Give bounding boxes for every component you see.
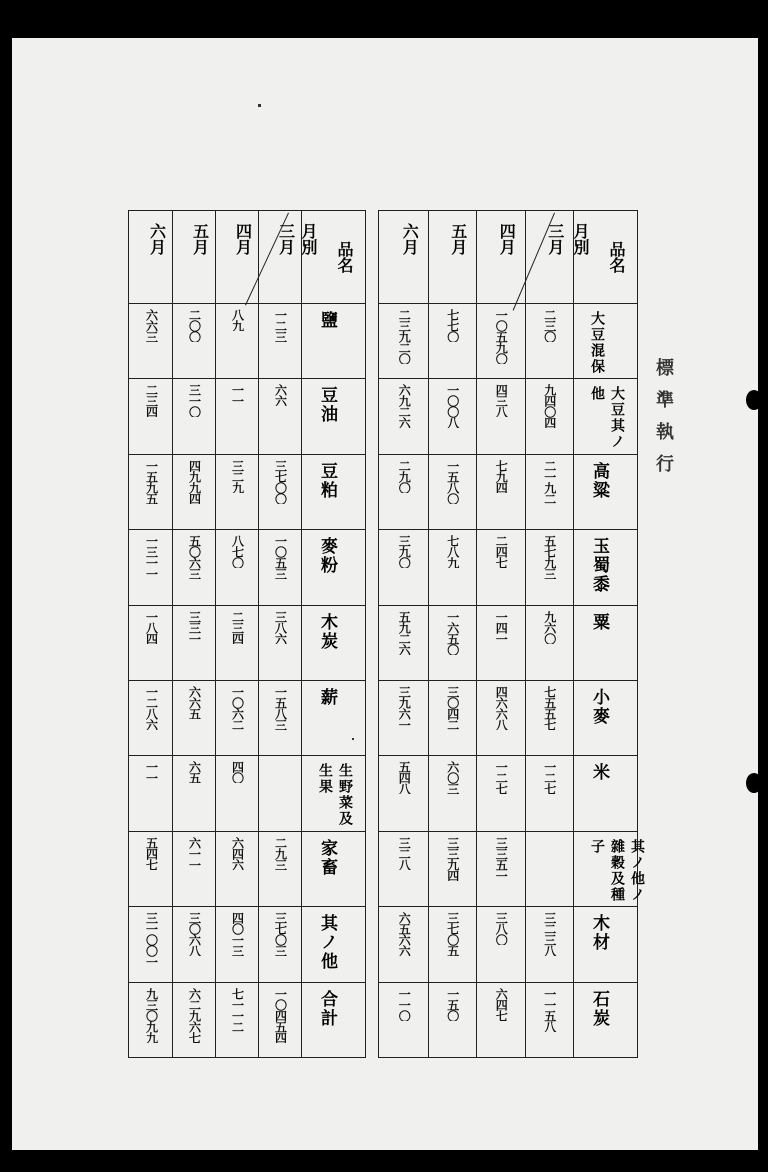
- month-header: 四月: [497, 223, 517, 255]
- table-cell: 九六〇: [542, 610, 557, 644]
- table-cell: 一一: [230, 384, 245, 407]
- table-cell: 三九〇: [397, 535, 412, 569]
- right-table: [378, 210, 645, 1058]
- table-cell: 三八〇: [494, 912, 509, 946]
- table-cell: 七一一二: [230, 987, 245, 1032]
- table-cell: 一二七: [542, 761, 557, 795]
- item-name: 木炭: [317, 612, 337, 651]
- table-cell: 一五八〇: [445, 459, 460, 504]
- table-cell: 三三五一: [494, 836, 509, 881]
- table-cell: 三七〇三: [273, 912, 288, 957]
- row-divider: [129, 529, 365, 530]
- item-name: 小麥: [589, 688, 609, 726]
- month-header: 五月: [190, 223, 210, 255]
- table-cell: 六四六: [230, 836, 245, 870]
- table-cell: 三一〇: [187, 384, 202, 418]
- table-cell: 一二三: [273, 309, 288, 342]
- table-cell: 三三九四: [445, 836, 460, 881]
- column-divider: [301, 211, 302, 1057]
- table-cell: 一一〇: [397, 987, 412, 1021]
- item-name: 家畜: [317, 838, 337, 877]
- item-name: 豆粕: [317, 461, 337, 500]
- table-cell: 三九六一: [397, 686, 412, 730]
- table-cell: 五四八: [397, 761, 412, 795]
- table-cell: 六一一: [187, 836, 202, 870]
- item-name: 麥粉: [317, 537, 337, 576]
- month-header: 六月: [147, 223, 167, 255]
- paper-speck: [258, 104, 261, 107]
- item-name: 高粱: [589, 461, 609, 500]
- item-name: 其ノ他ノ雜穀及種子: [589, 838, 645, 903]
- table-cell: 一二八六: [144, 686, 159, 730]
- table-cell: 一二七: [494, 761, 509, 795]
- table-cell: 六六三: [144, 309, 159, 342]
- item-name: 粟: [589, 612, 609, 632]
- table-cell: 六六: [273, 384, 288, 407]
- column-divider: [573, 211, 574, 1057]
- row-divider: [379, 831, 637, 832]
- corner-item-label: 品名: [607, 241, 626, 273]
- table-cell: 一五九五: [144, 459, 159, 504]
- table-cell: 六二九六七: [187, 987, 202, 1043]
- item-name: 米: [589, 763, 609, 783]
- table-cell: 七七〇: [445, 309, 460, 342]
- table-cell: 二四七: [494, 535, 509, 569]
- side-title: 標準執行: [653, 358, 674, 486]
- table-cell: 六五: [187, 761, 202, 784]
- corner-month-label: 月別: [571, 223, 590, 255]
- header-divider: [129, 303, 365, 304]
- column-divider: [215, 211, 216, 1057]
- corner-item-label: 品名: [335, 241, 354, 273]
- item-name: 鹽: [317, 311, 337, 330]
- table-cell: 四九九四: [187, 459, 202, 504]
- left-table: [128, 210, 366, 1058]
- table-cell: 五七九三: [542, 535, 557, 580]
- column-divider: [428, 211, 429, 1057]
- corner-month-label: 月別: [299, 223, 318, 255]
- table-cell: 三八六: [273, 610, 288, 644]
- table-cell: 五九二六: [397, 610, 412, 655]
- table-cell: 九四〇四: [542, 384, 557, 429]
- column-divider: [525, 211, 526, 1057]
- table-cell: 八九: [230, 309, 245, 331]
- table-cell: 一五〇: [445, 987, 460, 1021]
- item-name: 生野菜及生果: [317, 763, 353, 828]
- table-cell: 六六五: [187, 686, 202, 719]
- table-cell: 二一九二: [542, 459, 557, 504]
- table-cell: 二〇〇: [187, 309, 202, 342]
- row-divider: [379, 982, 637, 983]
- header-divider: [379, 303, 637, 304]
- table-cell: 二九〇: [397, 459, 412, 493]
- column-divider: [476, 211, 477, 1057]
- table-cell: 四〇一三: [230, 912, 245, 957]
- table-cell: 六四七: [494, 987, 509, 1021]
- item-name: 大豆其ノ他: [589, 386, 625, 451]
- table-cell: 一五八三: [273, 686, 288, 730]
- row-divider: [129, 755, 365, 756]
- table-cell: 一〇五三: [273, 535, 288, 580]
- table-cell: 三二八: [397, 836, 412, 870]
- table-cell: 三一〇〇一: [144, 912, 159, 968]
- month-header: 五月: [448, 223, 468, 255]
- row-divider: [379, 755, 637, 756]
- item-name: 其ノ他: [317, 914, 337, 972]
- table-cell: 二九三: [273, 836, 288, 870]
- table-cell: 六〇三: [445, 761, 460, 795]
- table-cell: 六九二六: [397, 384, 412, 429]
- item-name: 大豆混保: [589, 311, 605, 375]
- table-cell: 六五六六: [397, 912, 412, 957]
- row-divider: [129, 906, 365, 907]
- item-name: 木材: [589, 914, 609, 953]
- table-cell: 一〇四五四: [273, 987, 288, 1043]
- column-divider: [258, 211, 259, 1057]
- table-cell: 一〇五九〇: [494, 309, 509, 364]
- table-cell: 七八九: [445, 535, 460, 569]
- row-divider: [129, 454, 365, 455]
- table-cell: 三三一: [187, 610, 202, 644]
- table-cell: 四三八: [494, 384, 509, 418]
- row-divider: [379, 605, 637, 606]
- table-cell: 二三四: [230, 610, 245, 644]
- table-cell: 五四七: [144, 836, 159, 870]
- table-cell: 一〇〇八: [445, 384, 460, 429]
- table-cell: 二三四: [144, 384, 159, 418]
- table-cell: 一四一: [494, 610, 509, 644]
- table-cell: 四〇: [230, 761, 245, 784]
- table-cell: 九三〇九九: [144, 987, 159, 1043]
- binding-hole: [746, 773, 762, 793]
- month-header: 六月: [400, 223, 420, 255]
- binding-hole: [746, 390, 762, 410]
- row-divider: [129, 982, 365, 983]
- row-divider: [129, 378, 365, 379]
- row-divider: [129, 605, 365, 606]
- row-divider: [379, 680, 637, 681]
- table-cell: 三二九: [230, 459, 245, 493]
- table-cell: 一一五八: [542, 987, 557, 1032]
- item-name: 薪: [317, 688, 337, 707]
- table-cell: 七五五七: [542, 686, 557, 730]
- item-name: 合計: [317, 989, 337, 1028]
- table-cell: 二三九二〇: [397, 309, 412, 364]
- table-cell: 三七〇五: [445, 912, 460, 957]
- table-cell: 三七〇〇: [273, 459, 288, 504]
- table-cell: 四六六八: [494, 686, 509, 730]
- table-cell: 三二三八: [542, 912, 557, 957]
- row-divider: [379, 529, 637, 530]
- table-cell: 七九四: [494, 459, 509, 493]
- table-cell: 三〇六八: [187, 912, 202, 957]
- item-name: 石炭: [589, 989, 609, 1028]
- paper-speck: [352, 738, 354, 740]
- table-cell: 三〇四二: [445, 686, 460, 730]
- row-divider: [379, 378, 637, 379]
- item-name: 玉蜀黍: [589, 537, 609, 595]
- column-divider: [172, 211, 173, 1057]
- month-header: 三月: [276, 223, 296, 255]
- table-cell: 一六五〇: [445, 610, 460, 655]
- row-divider: [129, 680, 365, 681]
- table-cell: 一三一一: [144, 535, 159, 580]
- document-page: [12, 38, 758, 1150]
- item-name: 豆油: [317, 386, 337, 425]
- month-header: 四月: [233, 223, 253, 255]
- month-header: 三月: [545, 223, 565, 255]
- row-divider: [379, 906, 637, 907]
- table-cell: 一〇六二: [230, 686, 245, 730]
- table-cell: 八七〇: [230, 535, 245, 569]
- table-cell: 五〇六三: [187, 535, 202, 580]
- table-cell: 二三〇: [542, 309, 557, 342]
- row-divider: [129, 831, 365, 832]
- table-cell: 一一: [144, 761, 159, 784]
- table-cell: 一八四: [144, 610, 159, 644]
- row-divider: [379, 454, 637, 455]
